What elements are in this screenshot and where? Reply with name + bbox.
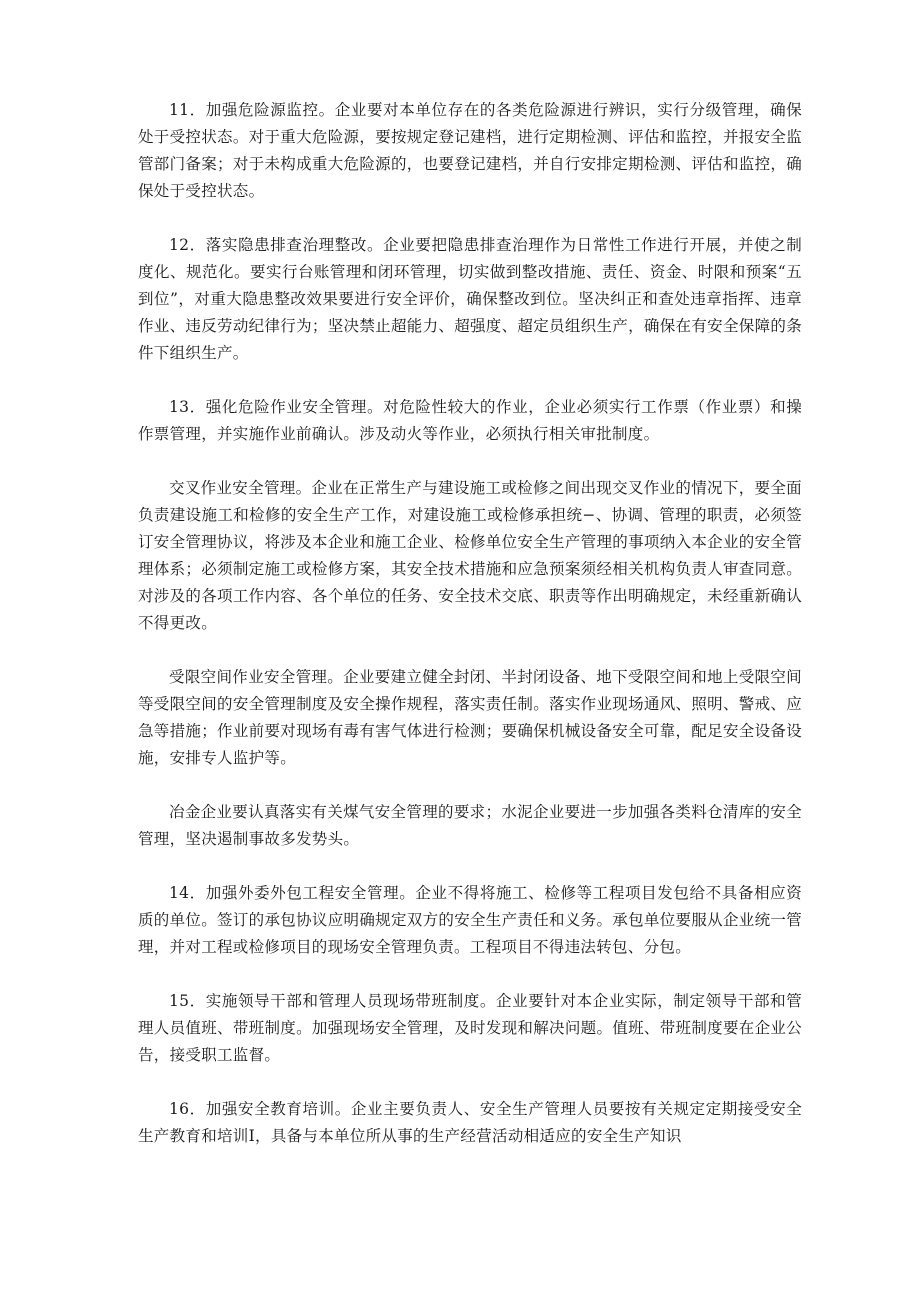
paragraph-11-hazard-monitoring: 11．加强危险源监控。企业要对本单位存在的各类危险源进行辨识，实行分级管理，确保处于受控状态。对于重大危险源，要按规定登记建档，进行定期检测、评估和监控，并报安全监管部门备案；对于未构成重大危险源的，也要登记建档，并自行安排定期检测、评估和监控，确保处于受控状态。 xyxy=(138,101,802,200)
paragraph-confined-space-management: 受限空间作业安全管理。企业要建立健全封闭、半封闭设备、地下受限空间和地上受限空间等受限空间的安全管理制度及安全操作规程，落实责任制。落实作业现场通风、照明、警戒、应急等措施；作业前要对现场有毒有害气体进行检测；要确保机械设备安全可靠，配足安全设备设施，安排专人监护等。 xyxy=(138,668,802,767)
paragraph-13-hazardous-work-management: 13．强化危险作业安全管理。对危险性较大的作业，企业必须实行工作票（作业票）和操作票管理，并实施作业前确认。涉及动火等作业，必须执行相关审批制度。 xyxy=(138,398,802,443)
paragraph-15-leader-on-duty: 15．实施领导干部和管理人员现场带班制度。企业要针对本企业实际，制定领导干部和管理人员值班、带班制度。加强现场安全管理，及时发现和解决问题。值班、带班制度要在企业公告，接受职工监督。 xyxy=(138,992,802,1064)
paragraph-12-hidden-danger-rectification: 12．落实隐患排查治理整改。企业要把隐患排查治理作为日常性工作进行开展，并使之制度化、规范化。要实行台账管理和闭环管理，切实做到整改措施、责任、资金、时限和预案“五到位”，对重大隐患整改效果要进行安全评价，确保整改到位。坚决纠正和查处违章指挥、违章作业、违反劳动纪律行为；坚决禁止超能力、超强度、超定员组织生产，确保在有安全保障的条件下组织生产。 xyxy=(138,236,802,362)
paragraph-metallurgy-cement-note: 冶金企业要认真落实有关煤气安全管理的要求；水泥企业要进一步加强各类料仓清库的安全管理，坚决遏制事故多发势头。 xyxy=(138,803,802,848)
paragraph-14-outsourcing-management: 14．加强外委外包工程安全管理。企业不得将施工、检修等工程项目发包给不具备相应资质的单位。签订的承包协议应明确规定双方的安全生产责任和义务。承包单位要服从企业统一管理，并对工程或检修项目的现场安全管理负责。工程项目不得违法转包、分包。 xyxy=(138,884,802,956)
paragraph-cross-work-management: 交叉作业安全管理。企业在正常生产与建设施工或检修之间出现交叉作业的情况下，要全面负责建设施工和检修的安全生产工作，对建设施工或检修承担统−、协调、管理的职责，必须签订安全管理协议，将涉及本企业和施工企业、检修单位安全生产管理的事项纳入本企业的安全管理体系；必须制定施工或检修方案，其安全技术措施和应急预案须经相关机构负责人审查同意。对涉及的各项工作内容、各个单位的任务、安全技术交底、职责等作出明确规定，未经重新确认不得更改。 xyxy=(138,479,802,632)
paragraph-16-safety-training: 16．加强安全教育培训。企业主要负责人、安全生产管理人员要按有关规定定期接受安全生产教育和培训I，具备与本单位所从事的生产经营活动相适应的安全生产知识 xyxy=(138,1100,802,1145)
document-body xyxy=(138,97,802,1150)
